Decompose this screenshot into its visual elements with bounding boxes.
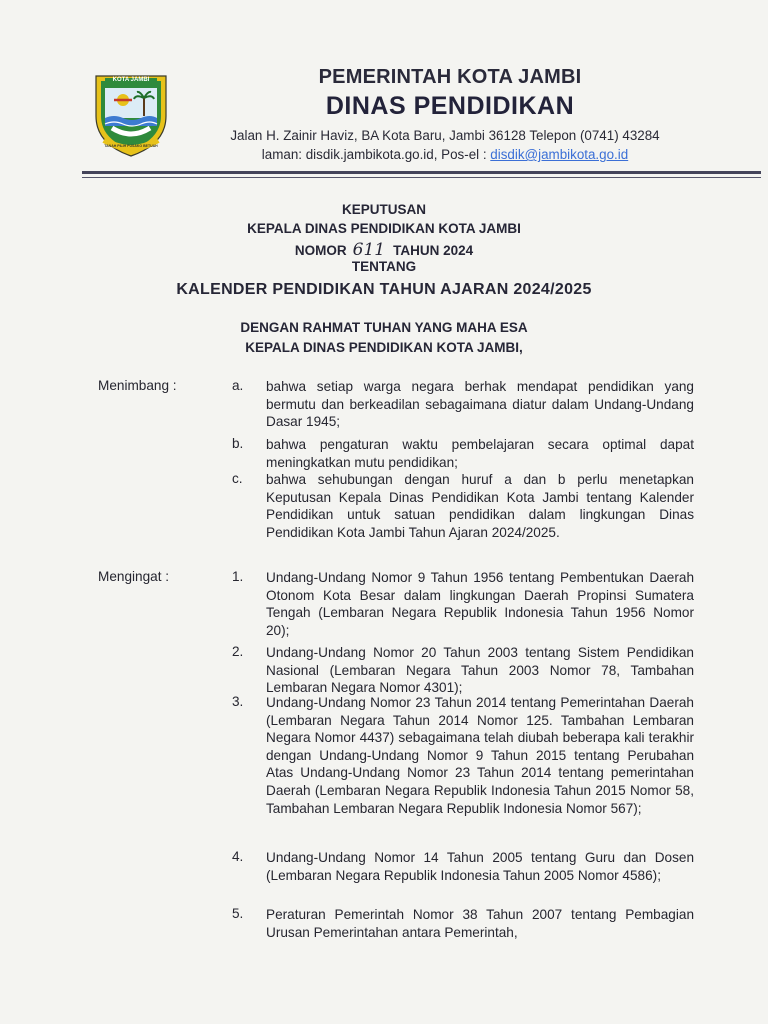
agency-contact [200, 147, 690, 162]
mengingat-item [232, 569, 694, 639]
handwritten-number: 611 [352, 240, 386, 260]
tentang-label: TENTANG [351, 259, 417, 274]
item-text: Undang-Undang Nomor 14 Tahun 2005 tentang Guru dan Dosen (Lembaran Negara Republik Indonesia Tahun 2005 Nomor 4586); [266, 850, 694, 883]
nomor-label: NOMOR [294, 243, 347, 258]
item-text: bahwa pengaturan waktu pembelajaran secara optimal dapat meningkatkan mutu pendidikan; [266, 437, 694, 470]
menimbang-label: Menimbang : [98, 378, 177, 393]
item-marker: 3. [232, 694, 244, 709]
decree-heading: KEPUTUSAN [341, 202, 426, 217]
menimbang-item [232, 378, 694, 431]
mengingat-item [232, 906, 694, 941]
item-marker: a. [232, 378, 244, 393]
preamble-issuer: KEPALA DINAS PENDIDIKAN KOTA JAMBI, [245, 340, 523, 355]
item-marker: 2. [232, 644, 244, 659]
mengingat-item [232, 644, 694, 697]
menimbang-item [232, 471, 694, 541]
menimbang-item [232, 436, 694, 471]
item-marker: 4. [232, 849, 244, 864]
preamble-line: DENGAN RAHMAT TUHAN YANG MAHA ESA [240, 320, 528, 335]
website-text: laman: disdik.jambikota.go.id, Pos-el : [261, 147, 491, 162]
mengingat-label: Mengingat : [98, 569, 170, 584]
decree-issuer: KEPALA DINAS PENDIDIKAN KOTA JAMBI [247, 221, 521, 236]
mengingat-item [232, 849, 694, 884]
government-name: PEMERINTAH KOTA JAMBI [318, 66, 582, 88]
decree-number [0, 240, 768, 260]
item-marker: b. [232, 436, 244, 451]
item-marker: 5. [232, 906, 244, 921]
mengingat-item [232, 694, 694, 817]
agency-name: DINAS PENDIDIKAN [325, 92, 575, 120]
item-text: Undang-Undang Nomor 23 Tahun 2014 tentang Pemerintahan Daerah (Lembaran Negara Tahun 2014 Nomor 125. Tambahan Lembaran Negara Nomor 4437) sebagaimana telah diubah beberapa kali terakhir dengan Undang-Undang Nomor 9 Tahun 2015 tentang Perubahan Atas Undang-Undang Nomor 23 Tahun 2014 tentang pemerintahan Daerah (Lembaran Negara Republik Indonesia Tahun 2015 Nomor 58, Tambahan Lembaran Negara Republik Indonesia Nomor 567); [266, 695, 694, 816]
logo-text: KOTA JAMBI [112, 77, 150, 83]
item-text: bahwa sehubungan dengan huruf a dan b perlu menetapkan Keputusan Kepala Dinas Pendidikan Kota Jambi tentang Kalender Pendidikan untuk satuan pendidikan dalam lingkungan Dinas Pendidikan Kota Jambi Tahun Ajaran 2024/2025. [266, 472, 694, 540]
year-label: TAHUN 2024 [393, 243, 474, 258]
item-marker: 1. [232, 569, 244, 584]
agency-address: Jalan H. Zainir Haviz, BA Kota Baru, Jambi 36128 Telepon (0741) 43284 [230, 128, 660, 143]
item-text: Undang-Undang Nomor 20 Tahun 2003 tentang Sistem Pendidikan Nasional (Lembaran Negara Tahun 2003 Nomor 78, Tambahan Lembaran Negara Nomor 4301); [266, 645, 694, 696]
logo-motto: TANAH PILIH PUSAKO BETUAH [104, 144, 158, 148]
item-text: bahwa setiap warga negara berhak mendapat pendidikan yang bermutu dan berkeadilan sebagaimana diatur dalam Undang-Undang Dasar 1945; [266, 379, 694, 430]
item-text: Peraturan Pemerintah Nomor 38 Tahun 2007 tentang Pembagian Urusan Pemerintahan antara Pemerintah, [266, 907, 694, 940]
item-marker: c. [232, 471, 243, 486]
decree-subject: KALENDER PENDIDIKAN TAHUN AJARAN 2024/2025 [176, 281, 592, 298]
letterhead-rule-thin [82, 177, 761, 178]
letterhead-rule-thick [82, 171, 761, 174]
item-text: Undang-Undang Nomor 9 Tahun 1956 tentang Pembentukan Daerah Otonom Kota Besar dalam lingkungan Daerah Propinsi Sumatera Tengah (Lembaran Negara Republik Indonesia Tahun 1956 Nomor 20); [266, 570, 694, 638]
email-link[interactable]: disdik@jambikota.go.id [490, 147, 629, 162]
